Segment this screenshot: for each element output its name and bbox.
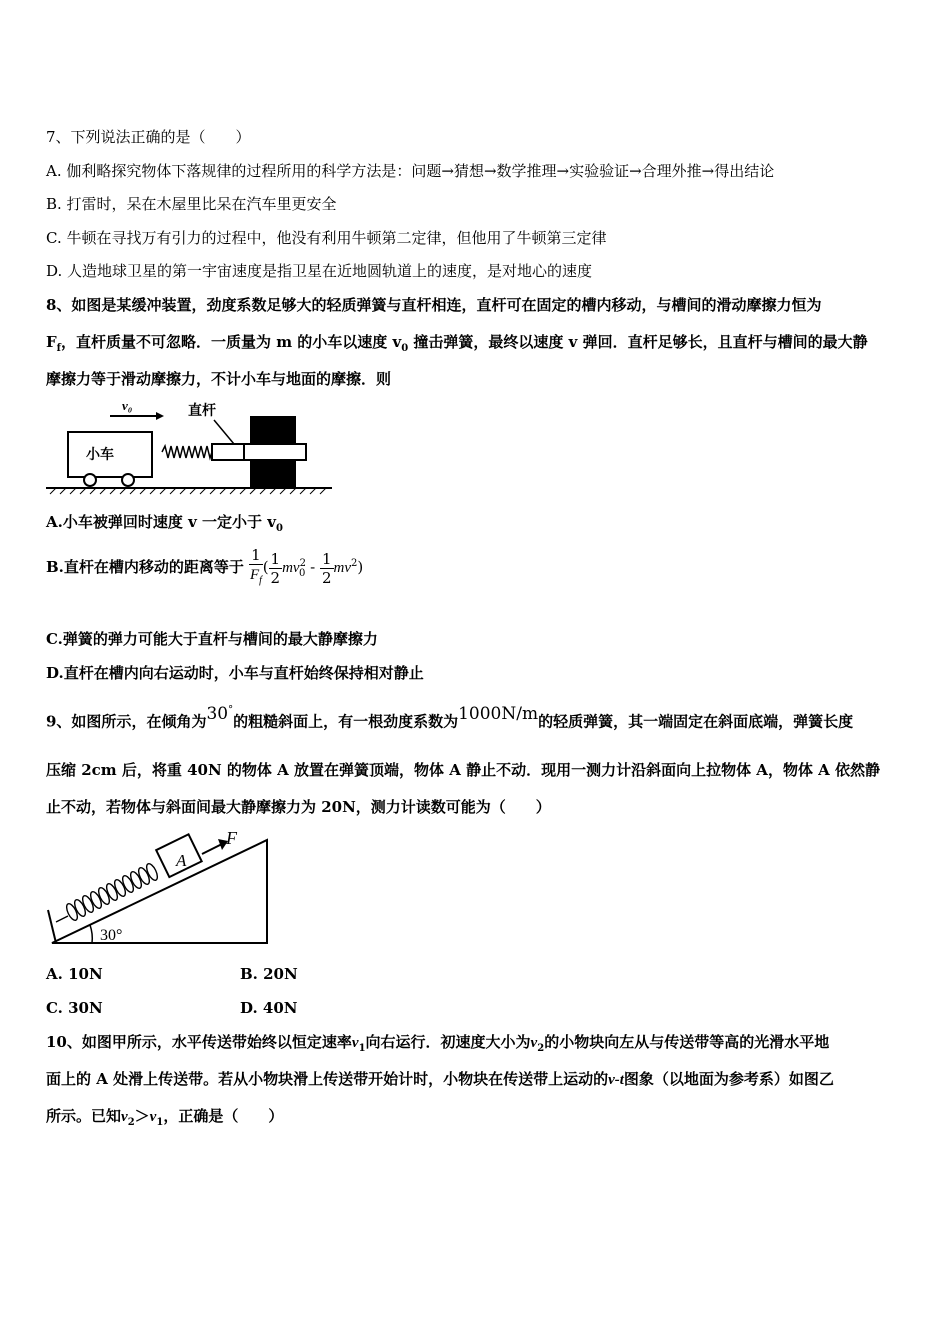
velocity-label: v₀	[122, 398, 133, 413]
q9-stem-line2: 压缩 2cm 后，将重 40N 的物体 A 放置在弹簧顶端，物体 A 静止不动．现用一测力计沿斜面向上拉物体 A，物体 A 依然静	[46, 761, 881, 779]
q10-stem-line2: 面上的 A 处滑上传送带。若从小物块滑上传送带开始计时，小物块在传送带上运动的v-t图象（以地面为参考系）如图乙	[46, 1070, 834, 1088]
q9-option-a: A. 10N	[46, 965, 103, 983]
q9-spring-constant: 1000N/m	[458, 703, 539, 724]
q8-stem-line3: 摩擦力等于滑动摩擦力，不计小车与地面的摩擦．则	[46, 370, 392, 388]
force-label: F	[226, 828, 237, 848]
force-arrow	[202, 844, 222, 854]
q8-option-d: D.直杆在槽内向右运动时，小车与直杆始终保持相对静止	[46, 664, 424, 682]
q7-option-b: B. 打雷时，呆在木屋里比呆在汽车里更安全	[46, 195, 337, 213]
block-a-label: A	[176, 851, 187, 870]
angle-label: 30°	[100, 927, 123, 944]
q9-option-c: C. 30N	[46, 999, 103, 1017]
buffer-device-figure	[44, 398, 336, 496]
q9-option-b: B. 20N	[240, 965, 298, 983]
cart-wheel-right	[122, 474, 134, 486]
q9-stem-line1: 9、如图所示，在倾角为30°的粗糙斜面上，有一根劲度系数为1000N/m的轻质弹簧，其一端固定在斜面底端，弹簧长度	[46, 703, 854, 731]
spring-coil	[56, 862, 160, 922]
q9-angle: 30°	[206, 703, 234, 724]
wall	[48, 910, 56, 943]
q8-option-b: B.直杆在槽内移动的距离等于 $\frac{1}{F_f}$ ( $\frac{1}{2}$ $mv^2_0$ - $\frac{1}{2}$ $mv^2$)	[46, 542, 363, 592]
q7-option-c: C. 牛顿在寻找万有引力的过程中，他没有利用牛顿第二定律，但他用了牛顿第三定律	[46, 229, 607, 247]
q9-option-d: D. 40N	[240, 999, 298, 1017]
q10-stem-line3: 所示。已知$v_2>v_1$，正确是（ ）	[46, 1107, 284, 1128]
q10-stem-line1: 10、如图甲所示，水平传送带始终以恒定速率$v_1$向右运行．初速度大小为$v_2$的小物块向左从与传送带等高的光滑水平地	[46, 1033, 830, 1054]
cart-label: 小车	[86, 447, 114, 463]
q8-stem-line2: $F_f$，直杆质量不可忽略．一质量为 m 的小车以速度 $v_0$ 撞击弹簧，最终以速度 v 弹回．直杆足够长，且直杆与槽间的最大静	[46, 333, 868, 354]
q8-option-b-formula: $\frac{1}{F_f}$ ( $\frac{1}{2}$ $mv^2_0$ - $\frac{1}{2}$ $mv^2$)	[249, 546, 364, 587]
q7-option-a: A. 伽利略探究物体下落规律的过程所用的科学方法是：问题→猜想→数学推理→实验验证→合理外推→得出结论	[46, 162, 775, 180]
q7-option-d: D. 人造地球卫星的第一宇宙速度是指卫星在近地圆轨道上的速度，是对地心的速度	[46, 262, 593, 280]
rod-pointer-line	[214, 420, 234, 444]
cart-wheel-left	[84, 474, 96, 486]
angle-arc	[90, 925, 92, 943]
q9-stem-line3: 止不动，若物体与斜面间最大静摩擦力为 20N，测力计读数可能为（ ）	[46, 798, 551, 816]
q7-stem: 7、下列说法正确的是（ ）	[46, 128, 251, 146]
q8-option-c: C.弹簧的弹力可能大于直杆与槽间的最大静摩擦力	[46, 630, 378, 648]
q8-option-a: A.小车被弹回时速度 v 一定小于 $v_0$	[46, 513, 283, 534]
incline-figure	[44, 826, 272, 948]
rod-label: 直杆	[188, 403, 216, 419]
q8-stem-line1: 8、如图是某缓冲装置，劲度系数足够大的轻质弹簧与直杆相连，直杆可在固定的槽内移动，与槽间的滑动摩擦力恒为	[46, 296, 822, 314]
spring	[162, 446, 212, 458]
